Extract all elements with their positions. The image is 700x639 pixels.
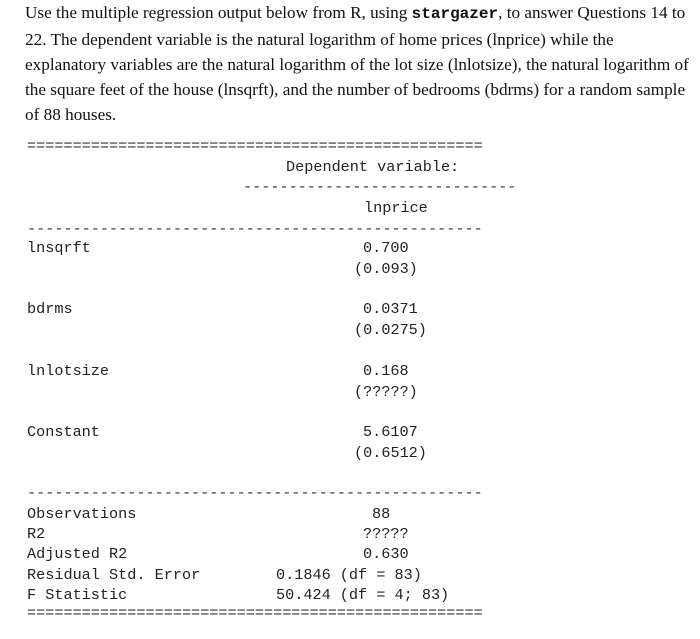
coef-name-lnlotsize: lnlotsize xyxy=(27,362,110,380)
stat-value-r2: ????? xyxy=(363,525,409,543)
coef-estimate-lnlotsize: 0.168 xyxy=(363,362,409,380)
coef-se-lnlotsize: (?????) xyxy=(354,383,418,401)
stat-name-adjusted-r2: Adjusted R2 xyxy=(27,545,128,563)
header-underline: ------------------------------ xyxy=(243,182,517,192)
package-name: stargazer xyxy=(411,5,499,23)
top-double-rule: ================================================== xyxy=(27,141,483,151)
coef-se-constant: (0.6512) xyxy=(354,444,427,462)
coef-name-lnsqrft: lnsqrft xyxy=(27,239,91,257)
stat-name-observations: Observations xyxy=(27,505,137,523)
stats-top-rule: -------------------------------------------------- xyxy=(27,488,483,498)
stat-value-adjusted-r2: 0.630 xyxy=(363,545,409,563)
stat-value-f-statistic: 50.424 (df = 4; 83) xyxy=(276,586,450,604)
coef-estimate-lnsqrft: 0.700 xyxy=(363,239,409,257)
intro-text-2: , to answer Questions 14 to 22. The dependent variable is the natural logarithm of home prices (lnprice) while the explanatory variables are the natural logarithm of the lot size (lnlotsize), the natural logarithm of the square feet of the house (lnsqrft), and the number of bedrooms (bdrms) for a random sample of 88 houses. xyxy=(25,3,689,124)
dependent-variable-header: Dependent variable: xyxy=(286,158,460,176)
stat-name-residual-se: Residual Std. Error xyxy=(27,566,201,584)
dependent-variable-name: lnprice xyxy=(364,199,428,217)
stat-value-observations: 88 xyxy=(372,505,391,523)
stat-value-residual-se: 0.1846 (df = 83) xyxy=(276,566,422,584)
coef-estimate-constant: 5.6107 xyxy=(363,423,418,441)
coef-se-lnsqrft: (0.093) xyxy=(354,260,418,278)
header-bottom-rule: -------------------------------------------------- xyxy=(27,224,483,234)
coef-name-bdrms: bdrms xyxy=(27,300,73,318)
bottom-double-rule: ================================================== xyxy=(27,608,483,618)
coef-se-bdrms: (0.0275) xyxy=(354,321,427,339)
stat-name-f-statistic: F Statistic xyxy=(27,586,128,604)
coef-estimate-bdrms: 0.0371 xyxy=(363,300,418,318)
question-intro xyxy=(25,0,693,127)
stat-name-r2: R2 xyxy=(27,525,46,543)
coef-name-constant: Constant xyxy=(27,423,100,441)
intro-text-1: Use the multiple regression output below from R, using xyxy=(25,3,412,22)
